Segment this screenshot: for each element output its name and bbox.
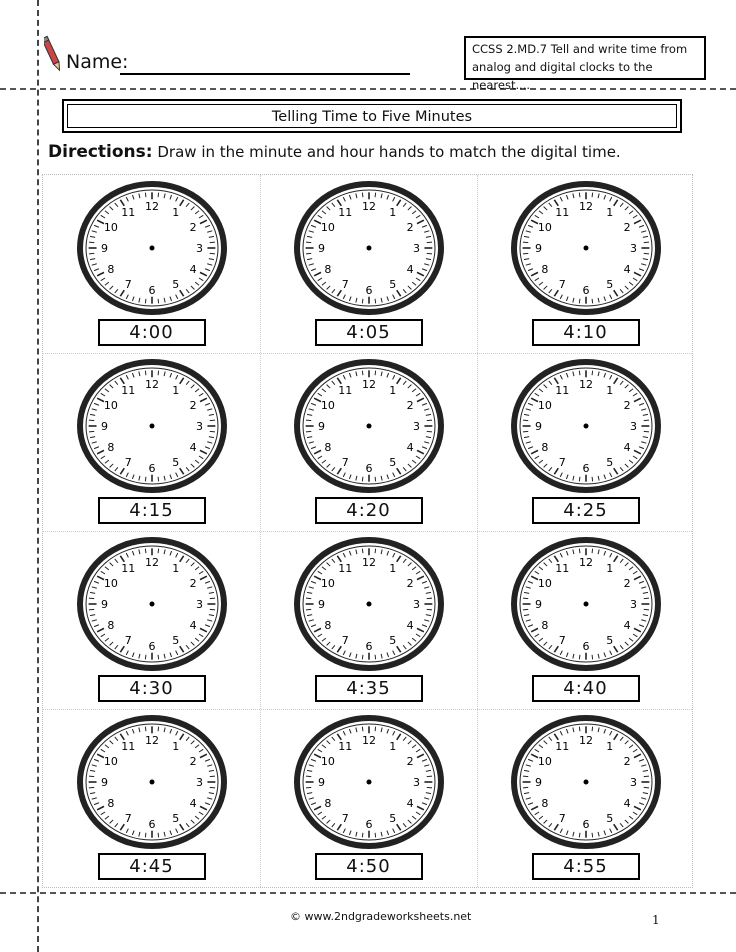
clock-cell (260, 531, 477, 709)
clock-number: 12 (144, 200, 159, 214)
clock-number: 1 (171, 739, 179, 753)
clock-cell (477, 531, 694, 709)
clock-number: 4 (406, 618, 414, 632)
clock-number: 4 (189, 796, 197, 810)
digital-time: 4:20 (315, 497, 423, 524)
clock-cell (477, 353, 694, 531)
clock-number: 5 (605, 634, 613, 648)
clock-number: 8 (323, 618, 331, 632)
analog-clock[interactable] (77, 715, 227, 849)
clock-tick (375, 371, 376, 376)
clock-number: 11 (337, 739, 352, 753)
clock-tick (362, 727, 363, 732)
clock-tick (375, 299, 376, 304)
clock-number: 2 (189, 221, 197, 235)
clock-tick (158, 727, 159, 732)
clock-number: 10 (103, 577, 118, 591)
directions (48, 142, 621, 162)
clock-number: 12 (578, 734, 593, 748)
clock-center (366, 246, 371, 251)
clock-number: 1 (605, 739, 613, 753)
clock-cell (260, 709, 477, 887)
clock-number: 5 (605, 812, 613, 826)
clock-tick (592, 549, 593, 554)
clock-tick (158, 833, 159, 838)
clock-number: 12 (361, 734, 376, 748)
clock-number: 7 (558, 278, 566, 292)
clock-tick (579, 193, 580, 198)
clock-number: 1 (171, 205, 179, 219)
clock-number: 8 (323, 796, 331, 810)
clock-tick (158, 477, 159, 482)
clock-number: 7 (558, 812, 566, 826)
clock-number: 8 (106, 440, 114, 454)
clock-center (149, 780, 154, 785)
analog-clock[interactable] (77, 359, 227, 493)
digital-time: 4:55 (532, 853, 640, 880)
clock-number: 7 (341, 278, 349, 292)
clock-tick (362, 299, 363, 304)
clock-tick (145, 727, 146, 732)
clock-number: 2 (189, 577, 197, 591)
clock-tick (145, 655, 146, 660)
clock-number: 6 (148, 283, 155, 297)
clock-tick (592, 727, 593, 732)
clock-number: 2 (623, 221, 631, 235)
clock-number: 2 (406, 399, 414, 413)
clock-number: 12 (144, 556, 159, 570)
clock-tick (158, 371, 159, 376)
cut-line-bottom (0, 892, 736, 894)
clock-number: 3 (629, 242, 637, 255)
clock-number: 12 (578, 556, 593, 570)
clock-number: 9 (100, 242, 108, 255)
clock-number: 8 (540, 618, 548, 632)
clock-number: 4 (189, 440, 197, 454)
clock-number: 3 (195, 776, 203, 789)
clock-number: 1 (388, 561, 396, 575)
clock-number: 9 (317, 242, 325, 255)
clock-cell (260, 175, 477, 353)
clock-number: 8 (323, 262, 331, 276)
clock-number: 8 (106, 618, 114, 632)
clock-number: 9 (100, 776, 108, 789)
clock-number: 3 (195, 242, 203, 255)
digital-time: 4:00 (98, 319, 206, 346)
analog-clock[interactable] (77, 181, 227, 315)
clock-number: 12 (144, 378, 159, 392)
clock-number: 6 (148, 639, 155, 653)
clock-number: 3 (629, 420, 637, 433)
digital-time: 4:50 (315, 853, 423, 880)
cut-line-vertical (37, 0, 39, 952)
clock-tick (375, 193, 376, 198)
clock-number: 1 (388, 205, 396, 219)
clock-number: 8 (323, 440, 331, 454)
clock-number: 4 (406, 796, 414, 810)
clock-number: 11 (337, 383, 352, 397)
clock-tick (158, 655, 159, 660)
clock-tick (362, 371, 363, 376)
clock-number: 7 (341, 812, 349, 826)
clock-cell (43, 353, 260, 531)
analog-clock[interactable] (511, 181, 661, 315)
clock-tick (579, 655, 580, 660)
clock-number: 8 (106, 262, 114, 276)
clock-cell (43, 709, 260, 887)
clock-number: 1 (605, 205, 613, 219)
page-number: 1 (652, 913, 660, 927)
clock-tick (145, 371, 146, 376)
digital-time: 4:35 (315, 675, 423, 702)
clock-number: 9 (317, 420, 325, 433)
clock-number: 2 (406, 221, 414, 235)
clock-number: 3 (195, 420, 203, 433)
clock-tick (145, 549, 146, 554)
clock-number: 7 (124, 456, 132, 470)
clock-tick (579, 549, 580, 554)
clock-cell (260, 353, 477, 531)
clock-tick (375, 833, 376, 838)
clock-number: 11 (120, 383, 135, 397)
clock-number: 3 (195, 598, 203, 611)
clock-number: 9 (317, 776, 325, 789)
clock-tick (375, 727, 376, 732)
clock-number: 1 (388, 739, 396, 753)
clock-number: 1 (388, 383, 396, 397)
footer-copyright: © www.2ndgradeworksheets.net (290, 910, 472, 923)
clock-number: 3 (412, 598, 420, 611)
clock-number: 6 (365, 817, 372, 831)
standard-box: CCSS 2.MD.7 Tell and write time from analog and digital clocks to the nearest.... (464, 36, 706, 80)
clock-number: 5 (388, 456, 396, 470)
clock-center (366, 602, 371, 607)
clock-tick (145, 193, 146, 198)
clock-number: 5 (605, 456, 613, 470)
clock-number: 9 (534, 242, 542, 255)
clock-number: 2 (623, 577, 631, 591)
clock-center (149, 602, 154, 607)
clock-number: 6 (582, 639, 589, 653)
clock-number: 6 (365, 639, 372, 653)
digital-time: 4:05 (315, 319, 423, 346)
clock-number: 11 (120, 205, 135, 219)
clock-number: 10 (103, 221, 118, 235)
clock-number: 6 (582, 283, 589, 297)
clock-number: 4 (406, 262, 414, 276)
clock-number: 11 (120, 561, 135, 575)
clock-number: 6 (582, 817, 589, 831)
clock-number: 3 (412, 420, 420, 433)
clock-tick (592, 655, 593, 660)
directions-label: Directions: (48, 142, 153, 162)
clock-number: 7 (341, 456, 349, 470)
clock-number: 8 (540, 796, 548, 810)
analog-clock[interactable] (294, 715, 444, 849)
digital-time: 4:25 (532, 497, 640, 524)
clock-number: 3 (629, 598, 637, 611)
clock-tick (158, 193, 159, 198)
clock-tick (362, 549, 363, 554)
clock-tick (592, 193, 593, 198)
clock-cell (477, 175, 694, 353)
clock-center (149, 424, 154, 429)
clock-center (366, 424, 371, 429)
clock-center (583, 424, 588, 429)
clock-tick (579, 833, 580, 838)
cut-line-top (0, 88, 736, 90)
clock-tick (375, 655, 376, 660)
clock-number: 6 (365, 283, 372, 297)
clock-tick (362, 833, 363, 838)
clock-center (149, 246, 154, 251)
clock-number: 9 (534, 420, 542, 433)
clock-center (583, 602, 588, 607)
digital-time: 4:10 (532, 319, 640, 346)
clock-number: 12 (144, 734, 159, 748)
clock-number: 11 (554, 561, 569, 575)
clock-cell (43, 531, 260, 709)
analog-clock[interactable] (511, 537, 661, 671)
clock-number: 10 (320, 577, 335, 591)
clock-tick (579, 299, 580, 304)
clock-number: 12 (578, 378, 593, 392)
clock-number: 10 (537, 221, 552, 235)
name-label: Name: (66, 51, 129, 73)
analog-clock[interactable] (294, 181, 444, 315)
clock-number: 2 (189, 755, 197, 769)
clock-number: 5 (171, 812, 179, 826)
clock-number: 11 (554, 383, 569, 397)
clock-number: 7 (341, 634, 349, 648)
analog-clock[interactable] (294, 537, 444, 671)
clock-tick (375, 549, 376, 554)
clock-number: 8 (540, 262, 548, 276)
clock-number: 7 (558, 456, 566, 470)
clock-number: 8 (106, 796, 114, 810)
clock-number: 11 (337, 205, 352, 219)
clock-number: 3 (412, 242, 420, 255)
directions-text: Draw in the minute and hour hands to match the digital time. (157, 143, 621, 161)
clock-tick (158, 299, 159, 304)
clock-number: 2 (406, 577, 414, 591)
clock-number: 12 (361, 556, 376, 570)
title-box (62, 99, 682, 133)
clock-number: 4 (623, 618, 631, 632)
clock-tick (579, 477, 580, 482)
clock-tick (592, 371, 593, 376)
clock-number: 9 (100, 420, 108, 433)
clock-number: 4 (406, 440, 414, 454)
clock-number: 4 (189, 618, 197, 632)
page-title: Telling Time to Five Minutes (67, 104, 677, 128)
clock-number: 4 (623, 440, 631, 454)
clock-number: 12 (361, 378, 376, 392)
clock-tick (362, 477, 363, 482)
clock-number: 5 (388, 634, 396, 648)
clock-number: 4 (623, 262, 631, 276)
clock-number: 2 (406, 755, 414, 769)
clock-number: 5 (388, 278, 396, 292)
clock-number: 9 (317, 598, 325, 611)
analog-clock[interactable] (294, 359, 444, 493)
clock-number: 1 (605, 383, 613, 397)
clock-number: 10 (103, 755, 118, 769)
clock-tick (362, 655, 363, 660)
clock-tick (145, 477, 146, 482)
clock-tick (145, 299, 146, 304)
clock-tick (362, 193, 363, 198)
clock-number: 3 (629, 776, 637, 789)
clock-tick (579, 727, 580, 732)
digital-time: 4:15 (98, 497, 206, 524)
clock-number: 6 (582, 461, 589, 475)
clock-number: 1 (171, 561, 179, 575)
clock-center (583, 780, 588, 785)
clock-number: 8 (540, 440, 548, 454)
clock-tick (579, 371, 580, 376)
clock-number: 5 (605, 278, 613, 292)
clock-number: 10 (537, 755, 552, 769)
clock-number: 6 (148, 461, 155, 475)
digital-time: 4:40 (532, 675, 640, 702)
clock-tick (592, 299, 593, 304)
clock-tick (592, 833, 593, 838)
clock-tick (145, 833, 146, 838)
clock-tick (375, 477, 376, 482)
clock-number: 5 (171, 278, 179, 292)
clock-number: 7 (124, 634, 132, 648)
clock-number: 2 (189, 399, 197, 413)
clock-number: 11 (337, 561, 352, 575)
clock-number: 11 (554, 739, 569, 753)
clock-number: 7 (124, 812, 132, 826)
clock-tick (158, 549, 159, 554)
analog-clock[interactable] (511, 715, 661, 849)
digital-time: 4:30 (98, 675, 206, 702)
clock-number: 10 (320, 221, 335, 235)
clock-number: 6 (148, 817, 155, 831)
clock-number: 12 (578, 200, 593, 214)
digital-time: 4:45 (98, 853, 206, 880)
analog-clock[interactable] (511, 359, 661, 493)
clock-number: 5 (171, 456, 179, 470)
clock-number: 2 (623, 399, 631, 413)
clock-number: 11 (554, 205, 569, 219)
clock-tick (592, 477, 593, 482)
clock-number: 3 (412, 776, 420, 789)
analog-clock[interactable] (77, 537, 227, 671)
clock-number: 2 (623, 755, 631, 769)
clock-number: 4 (189, 262, 197, 276)
clock-number: 10 (320, 399, 335, 413)
clock-number: 7 (124, 278, 132, 292)
pencil-icon (44, 34, 60, 74)
clock-number: 4 (623, 796, 631, 810)
clock-cell (43, 175, 260, 353)
clock-number: 7 (558, 634, 566, 648)
clock-number: 10 (320, 755, 335, 769)
clock-number: 9 (534, 776, 542, 789)
clock-number: 1 (605, 561, 613, 575)
clock-number: 10 (537, 577, 552, 591)
clock-number: 1 (171, 383, 179, 397)
clock-number: 6 (365, 461, 372, 475)
clock-grid (42, 174, 693, 888)
clock-number: 10 (537, 399, 552, 413)
clock-center (583, 246, 588, 251)
clock-number: 5 (388, 812, 396, 826)
clock-number: 11 (120, 739, 135, 753)
name-field[interactable] (120, 73, 410, 75)
clock-number: 5 (171, 634, 179, 648)
clock-number: 10 (103, 399, 118, 413)
clock-cell (477, 709, 694, 887)
clock-center (366, 780, 371, 785)
clock-number: 9 (100, 598, 108, 611)
clock-number: 12 (361, 200, 376, 214)
clock-number: 9 (534, 598, 542, 611)
